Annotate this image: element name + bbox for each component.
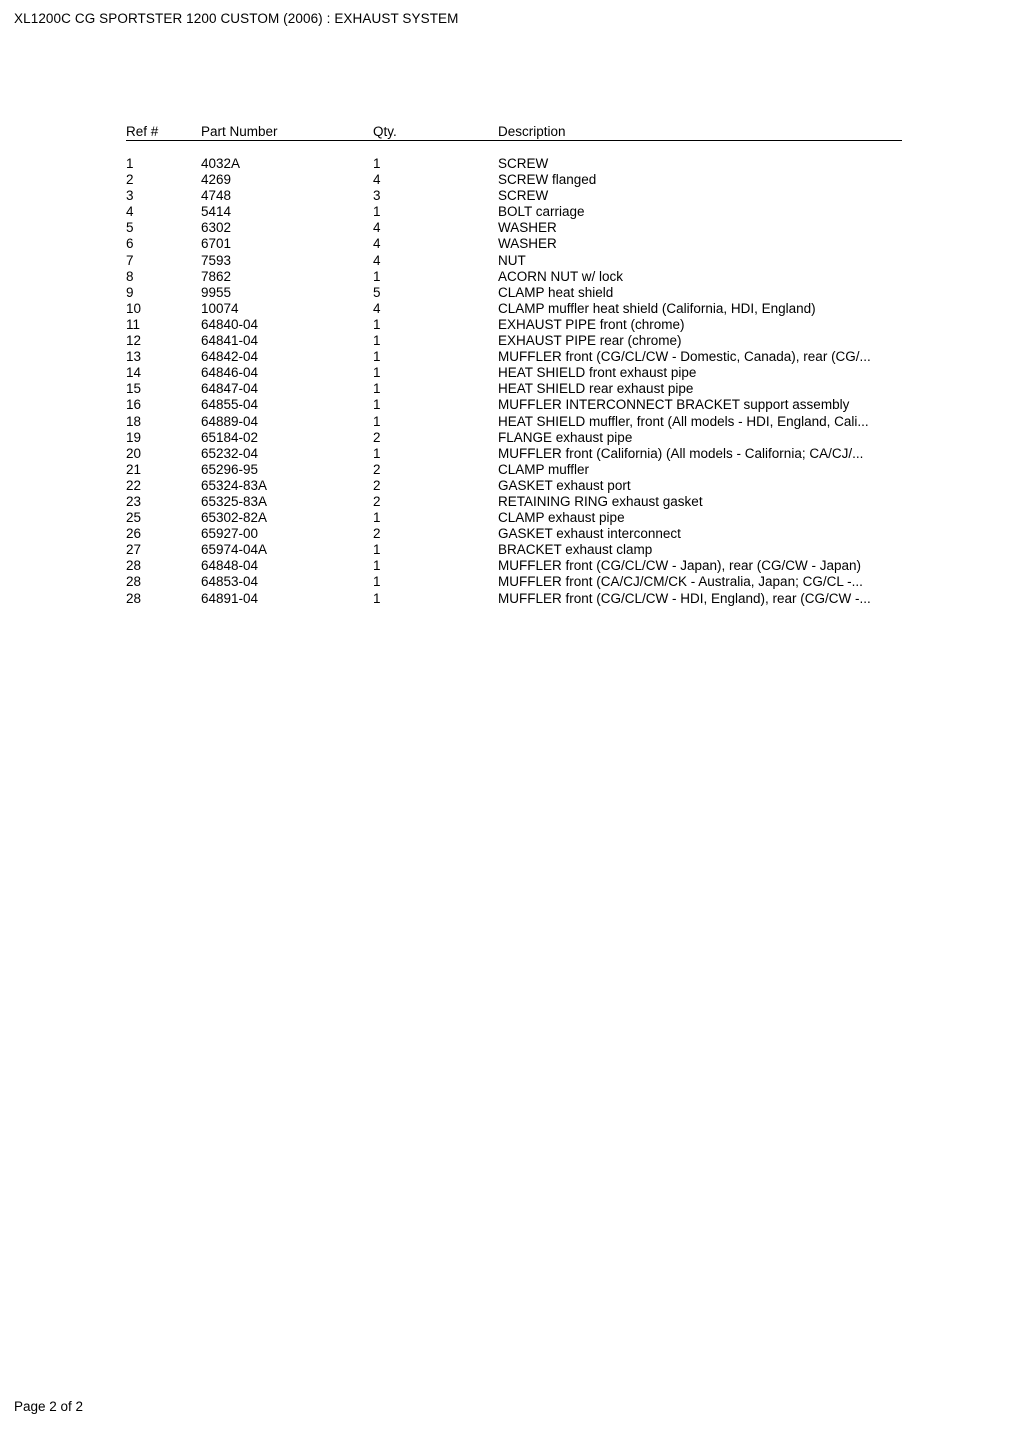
table-row <box>126 494 902 510</box>
row-part-number: 64840-04 <box>201 316 259 332</box>
row-qty: 1 <box>373 333 381 349</box>
row-qty: 1 <box>373 381 381 397</box>
row-part-number: 4269 <box>201 172 232 188</box>
page-title: XL1200C CG SPORTSTER 1200 CUSTOM (2006) : EXHAUST SYSTEM <box>14 11 459 26</box>
table-row <box>126 591 902 607</box>
row-part-number: 64847-04 <box>201 381 259 397</box>
row-ref: 26 <box>126 526 142 542</box>
row-qty: 1 <box>373 510 381 526</box>
row-part-number: 6302 <box>201 220 232 236</box>
row-description: MUFFLER front (CA/CJ/CM/CK - Australia, Japan; CG/CL -... <box>498 574 863 590</box>
row-qty: 1 <box>373 413 381 429</box>
row-qty: 2 <box>373 429 381 445</box>
row-part-number: 64889-04 <box>201 413 259 429</box>
row-ref: 12 <box>126 333 142 349</box>
row-qty: 1 <box>373 365 381 381</box>
row-part-number: 65302-82A <box>201 510 268 526</box>
row-ref: 16 <box>126 397 142 413</box>
row-description: BOLT carriage <box>498 204 585 220</box>
row-qty: 1 <box>373 590 381 606</box>
row-description: ACORN NUT w/ lock <box>498 268 624 284</box>
table-row <box>126 333 902 349</box>
row-ref: 7 <box>126 252 134 268</box>
row-qty: 1 <box>373 316 381 332</box>
table-header <box>126 123 902 141</box>
row-qty: 1 <box>373 349 381 365</box>
row-part-number: 64853-04 <box>201 574 259 590</box>
row-part-number: 4748 <box>201 188 232 204</box>
row-part-number: 64855-04 <box>201 397 259 413</box>
row-description: NUT <box>498 252 526 268</box>
row-ref: 28 <box>126 574 142 590</box>
row-qty: 1 <box>373 542 381 558</box>
row-qty: 1 <box>373 445 381 461</box>
row-ref: 5 <box>126 220 134 236</box>
row-description: MUFFLER front (CG/CL/CW - Domestic, Canada), rear (CG/... <box>498 349 871 365</box>
row-description: FLANGE exhaust pipe <box>498 429 633 445</box>
row-part-number: 6701 <box>201 236 232 252</box>
row-part-number: 64848-04 <box>201 558 259 574</box>
row-ref: 15 <box>126 381 142 397</box>
row-part-number: 7593 <box>201 252 232 268</box>
row-ref: 28 <box>126 558 142 574</box>
table-row <box>126 285 902 301</box>
row-part-number: 65184-02 <box>201 429 259 445</box>
table-body <box>126 156 902 607</box>
row-qty: 1 <box>373 397 381 413</box>
row-qty: 4 <box>373 220 381 236</box>
row-ref: 13 <box>126 349 142 365</box>
row-qty: 1 <box>373 574 381 590</box>
row-ref: 22 <box>126 477 142 493</box>
table-row <box>126 558 902 574</box>
row-description: CLAMP heat shield <box>498 284 614 300</box>
row-ref: 11 <box>126 316 141 332</box>
row-description: MUFFLER front (California) (All models - California; CA/CJ/... <box>498 445 864 461</box>
row-description: CLAMP muffler <box>498 461 590 477</box>
row-qty: 4 <box>373 252 381 268</box>
row-part-number: 64841-04 <box>201 333 259 349</box>
table-row <box>126 574 902 590</box>
row-ref: 1 <box>126 156 134 171</box>
table-row <box>126 172 902 188</box>
row-qty: 1 <box>373 156 381 171</box>
row-ref: 19 <box>126 429 142 445</box>
row-qty: 2 <box>373 477 381 493</box>
table-row <box>126 478 902 494</box>
row-part-number: 7862 <box>201 268 232 284</box>
row-ref: 21 <box>126 461 142 477</box>
row-description: EXHAUST PIPE front (chrome) <box>498 316 685 332</box>
table-row <box>126 446 902 462</box>
row-description: GASKET exhaust interconnect <box>498 526 681 542</box>
table-row <box>126 510 902 526</box>
row-qty: 4 <box>373 236 381 252</box>
table-row <box>126 397 902 413</box>
row-description: MUFFLER front (CG/CL/CW - HDI, England), rear (CG/CW -... <box>498 590 871 606</box>
row-qty: 5 <box>373 284 381 300</box>
row-ref: 10 <box>126 300 142 316</box>
row-description: BRACKET exhaust clamp <box>498 542 653 558</box>
header-description: Description <box>498 124 566 139</box>
row-description: EXHAUST PIPE rear (chrome) <box>498 333 682 349</box>
row-ref: 28 <box>126 590 142 606</box>
row-description: WASHER <box>498 220 557 236</box>
table-row <box>126 365 902 381</box>
row-ref: 14 <box>126 365 142 381</box>
row-ref: 27 <box>126 542 142 558</box>
row-qty: 1 <box>373 268 381 284</box>
row-part-number: 64846-04 <box>201 365 259 381</box>
table-row <box>126 381 902 397</box>
table-row <box>126 430 902 446</box>
row-qty: 3 <box>373 188 381 204</box>
row-part-number: 10074 <box>201 300 239 316</box>
row-ref: 25 <box>126 510 142 526</box>
row-part-number: 65325-83A <box>201 493 268 509</box>
row-part-number: 4032A <box>201 156 241 171</box>
table-row <box>126 542 902 558</box>
row-description: CLAMP exhaust pipe <box>498 510 625 526</box>
table-row <box>126 204 902 220</box>
row-description: HEAT SHIELD muffler, front (All models - HDI, England, Cali... <box>498 413 869 429</box>
row-description: WASHER <box>498 236 557 252</box>
row-description: HEAT SHIELD rear exhaust pipe <box>498 381 694 397</box>
row-qty: 2 <box>373 461 381 477</box>
row-ref: 4 <box>126 204 134 220</box>
table-row <box>126 414 902 430</box>
table-row <box>126 253 902 269</box>
row-description: SCREW flanged <box>498 172 597 188</box>
row-description: RETAINING RING exhaust gasket <box>498 493 703 509</box>
table-row <box>126 236 902 252</box>
row-description: GASKET exhaust port <box>498 477 631 493</box>
table-row <box>126 317 902 333</box>
row-description: HEAT SHIELD front exhaust pipe <box>498 365 697 381</box>
row-ref: 2 <box>126 172 134 188</box>
row-ref: 8 <box>126 268 134 284</box>
parts-table <box>126 123 902 607</box>
row-part-number: 64842-04 <box>201 349 259 365</box>
row-qty: 2 <box>373 493 381 509</box>
row-part-number: 65927-00 <box>201 526 259 542</box>
table-row <box>126 301 902 317</box>
header-ref: Ref # <box>126 124 159 139</box>
row-qty: 4 <box>373 300 381 316</box>
table-row <box>126 220 902 236</box>
row-ref: 3 <box>126 188 134 204</box>
header-part-number: Part Number <box>201 124 278 139</box>
row-qty: 1 <box>373 558 381 574</box>
row-part-number: 5414 <box>201 204 232 220</box>
row-description: SCREW <box>498 188 549 204</box>
row-ref: 18 <box>126 413 142 429</box>
page-footer: Page 2 of 2 <box>14 1399 84 1414</box>
table-row <box>126 526 902 542</box>
row-qty: 1 <box>373 204 381 220</box>
table-row <box>126 156 902 172</box>
header-qty: Qty. <box>373 124 397 139</box>
row-description: CLAMP muffler heat shield (California, HDI, England) <box>498 300 816 316</box>
row-description: MUFFLER front (CG/CL/CW - Japan), rear (CG/CW - Japan) <box>498 558 862 574</box>
row-part-number: 65974-04A <box>201 542 268 558</box>
row-ref: 20 <box>126 445 142 461</box>
table-row <box>126 349 902 365</box>
row-description: SCREW <box>498 156 549 171</box>
table-row <box>126 269 902 285</box>
row-qty: 4 <box>373 172 381 188</box>
row-ref: 6 <box>126 236 134 252</box>
row-part-number: 64891-04 <box>201 590 259 606</box>
table-row <box>126 188 902 204</box>
table-row <box>126 462 902 478</box>
row-ref: 23 <box>126 493 142 509</box>
row-part-number: 9955 <box>201 284 232 300</box>
row-ref: 9 <box>126 284 134 300</box>
row-part-number: 65296-95 <box>201 461 259 477</box>
row-part-number: 65232-04 <box>201 445 259 461</box>
row-description: MUFFLER INTERCONNECT BRACKET support assembly <box>498 397 850 413</box>
row-part-number: 65324-83A <box>201 477 268 493</box>
row-qty: 2 <box>373 526 381 542</box>
